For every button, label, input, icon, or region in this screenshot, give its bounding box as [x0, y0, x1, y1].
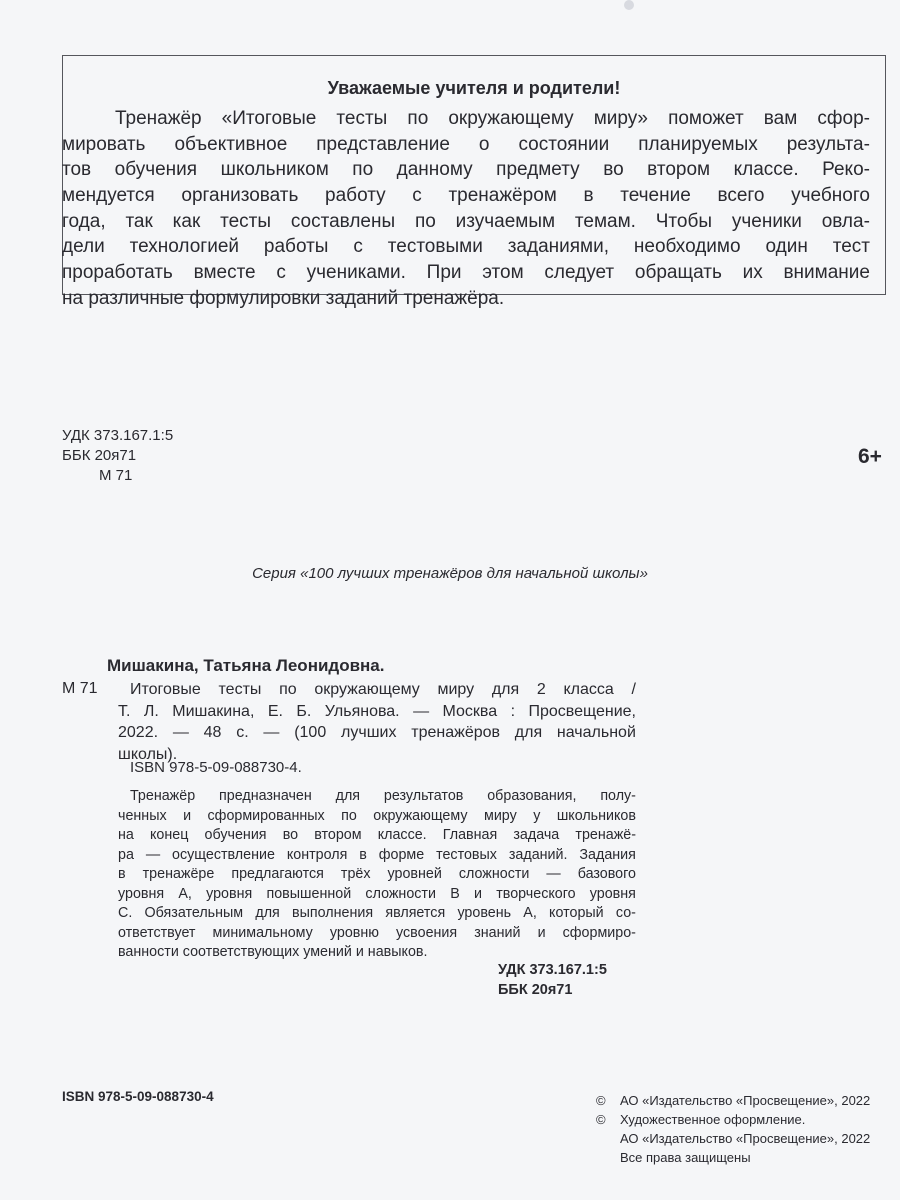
- card-line: школы).: [118, 745, 178, 763]
- card-abstract: [118, 787, 636, 963]
- copyright-block: [596, 1091, 870, 1167]
- notice-title: Уважаемые учителя и родители!: [327, 78, 621, 98]
- notice-line: проработать вместе с учениками. При этом следует обращать их внимание: [62, 262, 870, 284]
- notice-line: года, так как тесты составлены по изучаемым темам. Чтобы ученики овла-: [62, 210, 870, 232]
- card-line: Т. Л. Мишакина, Е. Б. Ульянова. — Москва : Просвещение,: [118, 702, 636, 720]
- copyright-symbol: ©: [596, 1093, 606, 1108]
- abstract-line: ванности соответствующих умений и навыков.: [118, 944, 428, 960]
- abstract-line: ченных и сформированных по окружающему миру у школьников: [118, 807, 636, 824]
- card-author-sign: М 71: [62, 680, 98, 697]
- udk-code: УДК 373.167.1:5: [62, 427, 174, 444]
- rights-reserved: Все права защищены: [620, 1150, 751, 1165]
- copyright-text: АО «Издательство «Просвещение», 2022: [620, 1131, 871, 1146]
- notice-line: тов обучения школьником по данному предмету во втором классе. Реко-: [62, 159, 870, 181]
- copyright-text: АО «Издательство «Просвещение», 2022: [620, 1093, 871, 1108]
- bbk-code: ББК 20я71: [62, 447, 137, 464]
- copyright-row: [596, 1091, 870, 1110]
- card-bibliographic-description: [118, 679, 636, 765]
- card-isbn: ISBN 978-5-09-088730-4.: [130, 759, 302, 776]
- classification-codes: [62, 426, 173, 486]
- age-rating: 6+: [858, 445, 882, 468]
- author-sign: М 71: [99, 467, 133, 484]
- abstract-line: уровня А, уровня повышенной сложности В и творческого уровня: [118, 885, 636, 902]
- card-line: Итоговые тесты по окружающему миру для 2 класса /: [130, 681, 636, 698]
- abstract-line: ра — осуществление контроля в форме тестовых заданий. Задания: [118, 846, 636, 863]
- abstract-line: в тренажёре предлагаются трёх уровней сложности — базового: [118, 866, 636, 882]
- series-title: Серия «100 лучших тренажёров для начальной школы»: [252, 565, 648, 582]
- notice-line: мировать объективное представление о состоянии планируемых результа-: [62, 133, 870, 155]
- card-bbk: ББК 20я71: [498, 982, 573, 998]
- card-author: Мишакина, Татьяна Леонидовна.: [107, 656, 385, 675]
- isbn: ISBN 978-5-09-088730-4: [62, 1089, 214, 1104]
- print-mark: [624, 0, 634, 10]
- abstract-line: С. Обязательным для выполнения является уровень А, который со-: [118, 905, 636, 921]
- copyright-symbol: ©: [596, 1112, 606, 1127]
- notice-line: на различные формулировки заданий тренажёра.: [62, 287, 505, 309]
- abstract-line: ответствует минимальному уровню усвоения знаний и сформиро-: [118, 924, 636, 941]
- notice-line: дели технологией работы с тестовыми заданиями, необходимо один тест: [62, 236, 870, 258]
- notice-text: [62, 106, 870, 312]
- card-classification: [498, 960, 607, 1000]
- notice-line: Тренажёр «Итоговые тесты по окружающему миру» поможет вам сфор-: [115, 108, 870, 129]
- copyright-row: [596, 1110, 870, 1129]
- copyright-text: Художественное оформление.: [620, 1112, 806, 1127]
- notice-line: мендуется организовать работу с тренажёром в течение всего учебного: [62, 185, 870, 207]
- card-udk: УДК 373.167.1:5: [498, 962, 607, 978]
- abstract-line: на конец обучения во втором классе. Главная задача тренажё-: [118, 827, 636, 843]
- abstract-line: Тренажёр предназначен для результатов образования, полу-: [130, 788, 636, 804]
- card-line: 2022. — 48 с. — (100 лучших тренажёров для начальной: [118, 724, 636, 741]
